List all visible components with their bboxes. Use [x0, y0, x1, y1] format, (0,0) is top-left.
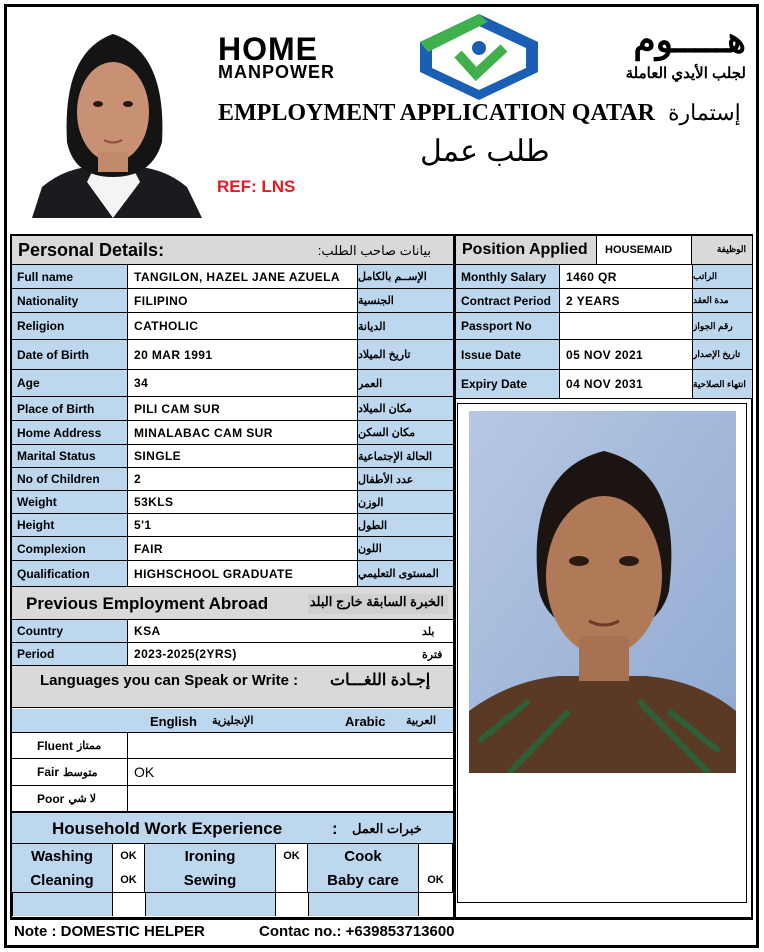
position-applied-title: Position Applied	[462, 241, 588, 258]
household-empty-cell	[112, 892, 145, 916]
position-applied-header	[456, 236, 752, 265]
language-level-row	[12, 733, 453, 759]
form-subtitle-arabic: طلب عمل	[420, 135, 550, 168]
personal-row-label: Home Address	[12, 421, 127, 444]
personal-row-label: Complexion	[12, 537, 127, 560]
personal-row	[12, 313, 453, 340]
personal-row-label-ar: مكان الميلاد	[357, 397, 453, 420]
position-row-value: 05 NOV 2021	[559, 340, 692, 369]
personal-details-title-ar: بيانات صاحب الطلب:	[317, 243, 431, 258]
household-empty-cell	[275, 892, 308, 916]
personal-row-value: MINALABAC CAM SUR	[127, 421, 357, 444]
previous-row-label: Country	[12, 620, 127, 642]
personal-row	[12, 370, 453, 397]
footer-divider	[10, 917, 753, 920]
household-skill-value: OK	[112, 868, 145, 892]
personal-row-value: 53KLS	[127, 491, 357, 513]
company-logo	[218, 12, 746, 102]
position-row-label-ar: تاريخ الإصدار	[692, 340, 752, 369]
english-label: English	[150, 714, 197, 729]
position-row-label-ar: انتهاء الصلاحية	[692, 370, 752, 398]
form-title-arabic: إستمارة	[668, 100, 741, 125]
household-skill-label: Ironing	[145, 844, 275, 868]
position-row-label-ar: رقم الجواز	[692, 313, 752, 339]
position-row-label-ar: الراتب	[692, 265, 752, 288]
logo-arabic: هـــــوم	[633, 19, 746, 60]
personal-row-label-ar: عدد الأطفال	[357, 468, 453, 490]
household-empty-cell	[145, 892, 275, 916]
household-skill-value	[275, 868, 308, 892]
language-level-label-ar: لا شي	[68, 793, 97, 805]
language-level-label-ar: ممتاز	[77, 740, 102, 752]
logo-wordmark: HOME	[218, 31, 318, 67]
english-label-ar: الإنجليزية	[212, 715, 254, 727]
position-row	[456, 313, 752, 340]
language-level-label-en: Fair	[37, 765, 60, 779]
language-level-label-en: Poor	[37, 791, 65, 806]
position-row-value: 1460 QR	[559, 265, 692, 288]
footer-contact: Contac no.: +639853713600	[259, 923, 455, 940]
languages-title-ar: إجـادة اللغـــات	[330, 672, 431, 689]
languages-header	[12, 666, 453, 708]
household-skill-value: OK	[112, 844, 145, 868]
personal-row-label-ar: اللون	[357, 537, 453, 560]
household-empty-cell	[12, 892, 112, 916]
language-level-label-ar: متوسط	[63, 766, 98, 779]
form-title: EMPLOYMENT APPLICATION QATAR	[218, 100, 655, 126]
position-row-label: Monthly Salary	[456, 265, 559, 288]
languages-title: Languages you can Speak or Write :	[40, 672, 299, 689]
logo-emblem-icon	[418, 12, 540, 102]
position-row-value: 04 NOV 2031	[559, 370, 692, 398]
personal-row-value: 5'1	[127, 514, 357, 536]
personal-row	[12, 421, 453, 445]
household-colon: :	[332, 819, 338, 838]
personal-row	[12, 468, 453, 491]
position-row-label: Contract Period	[456, 289, 559, 312]
arabic-label-ar: العربية	[406, 715, 437, 727]
household-skill-value	[418, 844, 453, 868]
personal-row	[12, 445, 453, 468]
personal-row-value: 20 MAR 1991	[127, 340, 357, 369]
personal-row-value: FILIPINO	[127, 289, 357, 312]
household-skill-label: Cleaning	[12, 868, 112, 892]
language-level-label	[12, 733, 127, 758]
personal-row-value: HIGHSCHOOL GRADUATE	[127, 561, 357, 586]
personal-row-label: Weight	[12, 491, 127, 513]
personal-row-label-ar: الوزن	[357, 491, 453, 513]
previous-employment-title: Previous Employment Abroad	[26, 594, 269, 613]
household-title-ar: خبرات العمل	[352, 821, 422, 836]
previous-row-value: KSA	[127, 620, 453, 642]
personal-row-value: 34	[127, 370, 357, 396]
previous-row-label: Period	[12, 643, 127, 665]
personal-row	[12, 514, 453, 537]
position-row-value	[559, 313, 692, 339]
personal-row-label-ar: الحالة الإجتماعية	[357, 445, 453, 467]
position-row-label: Passport No	[456, 313, 559, 339]
personal-row-value: FAIR	[127, 537, 357, 560]
previous-row	[12, 620, 453, 643]
footer-note: Note : DOMESTIC HELPER	[14, 923, 205, 940]
personal-details-title: Personal Details:	[18, 240, 165, 260]
position-applied-ar: الوظيفة	[716, 244, 746, 254]
previous-employment-header	[12, 587, 453, 620]
personal-row-label-ar: الإســم بالكامل	[357, 265, 453, 288]
position-row	[456, 289, 752, 313]
language-level-label	[12, 759, 127, 785]
language-level-row	[12, 759, 453, 786]
arabic-label: Arabic	[345, 714, 386, 729]
position-row	[456, 340, 752, 370]
household-skill-label: Baby care	[308, 868, 418, 892]
language-level-label-en: Fluent	[37, 738, 73, 753]
position-row	[456, 265, 752, 289]
personal-row-label: Date of Birth	[12, 340, 127, 369]
position-applied-value: HOUSEMAID	[596, 236, 692, 264]
personal-row-label-ar: الديانة	[357, 313, 453, 339]
household-skill-label: Washing	[12, 844, 112, 868]
position-row	[456, 370, 752, 399]
household-empty-cell	[418, 892, 453, 916]
applicant-passport-photo	[469, 411, 736, 773]
personal-row-label: Full name	[12, 265, 127, 288]
previous-employment-title-ar: الخبرة السابقة خارج البلد	[308, 594, 448, 614]
previous-row-value: 2023-2025(2YRS)	[127, 643, 453, 665]
personal-row-label: Nationality	[12, 289, 127, 312]
household-grid	[12, 844, 453, 916]
personal-row	[12, 537, 453, 561]
personal-row-label: Place of Birth	[12, 397, 127, 420]
personal-row-label: Religion	[12, 313, 127, 339]
personal-row	[12, 491, 453, 514]
personal-row-value: CATHOLIC	[127, 313, 357, 339]
reference-code: REF: LNS	[217, 177, 296, 196]
personal-row-label: Marital Status	[12, 445, 127, 467]
personal-row-label-ar: الجنسية	[357, 289, 453, 312]
previous-row-label-ar: فترة	[422, 643, 453, 665]
personal-row	[12, 397, 453, 421]
household-empty-cell	[308, 892, 418, 916]
household-skill-value: OK	[275, 844, 308, 868]
position-row-value: 2 YEARS	[559, 289, 692, 312]
personal-row	[12, 289, 453, 313]
household-skill-value: OK	[418, 868, 453, 892]
household-skill-label: Sewing	[145, 868, 275, 892]
household-header	[12, 812, 453, 844]
language-english-value: OK	[127, 759, 453, 785]
personal-row	[12, 265, 453, 289]
personal-row-label: No of Children	[12, 468, 127, 490]
personal-row	[12, 561, 453, 587]
personal-row-label-ar: مكان السكن	[357, 421, 453, 444]
language-level-label	[12, 786, 127, 811]
household-skill-label: Cook	[308, 844, 418, 868]
personal-details-header	[12, 236, 453, 265]
personal-row-label: Age	[12, 370, 127, 396]
position-row-label-ar: مدة العقد	[692, 289, 752, 312]
household-title: Household Work Experience	[52, 819, 283, 838]
personal-row-label-ar: الطول	[357, 514, 453, 536]
logo-wordmark-sub: MANPOWER	[218, 62, 335, 82]
applicant-portrait	[12, 12, 215, 218]
position-row-label: Expiry Date	[456, 370, 559, 398]
previous-row-label-ar: بلد	[422, 620, 453, 642]
personal-row-value: PILI CAM SUR	[127, 397, 357, 420]
personal-row-label: Qualification	[12, 561, 127, 586]
previous-row	[12, 643, 453, 666]
languages-column-header	[12, 708, 453, 733]
personal-row-label-ar: تاريخ الميلاد	[357, 340, 453, 369]
personal-row-label-ar: العمر	[357, 370, 453, 396]
personal-row	[12, 340, 453, 370]
language-english-value	[127, 786, 453, 811]
language-english-value	[127, 733, 453, 758]
personal-row-label: Height	[12, 514, 127, 536]
personal-row-value: 2	[127, 468, 357, 490]
position-row-label: Issue Date	[456, 340, 559, 369]
personal-row-label-ar: المستوى التعليمي	[357, 561, 453, 586]
personal-row-value: TANGILON, HAZEL JANE AZUELA	[127, 265, 357, 288]
logo-arabic-sub: لجلب الأيدي العاملة	[625, 65, 746, 82]
personal-row-value: SINGLE	[127, 445, 357, 467]
language-level-row	[12, 786, 453, 812]
